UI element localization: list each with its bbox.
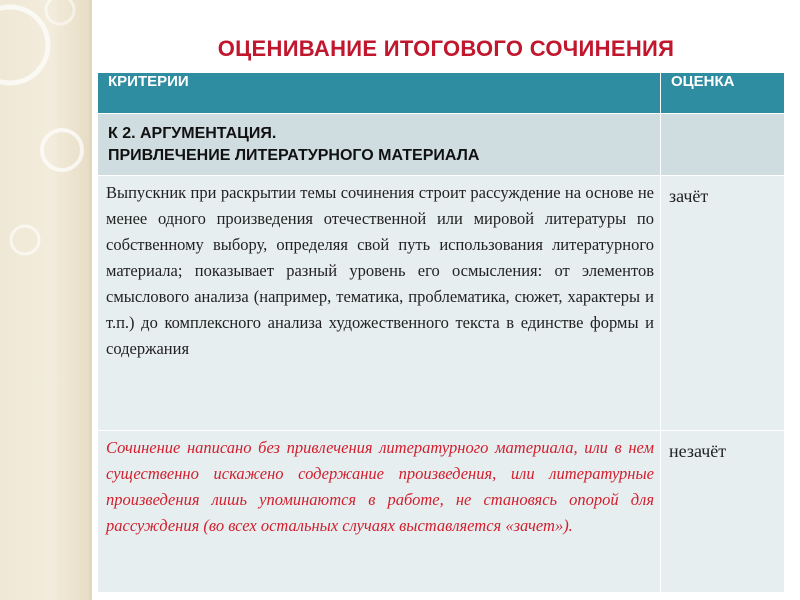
page-title: ОЦЕНИВАНИЕ ИТОГОВОГО СОЧИНЕНИЯ — [217, 36, 675, 61]
table-header-row — [98, 73, 785, 114]
grade-pass: зачёт — [669, 186, 709, 206]
criterion-description: Выпускник при раскрытии темы сочинения строит рассуждение на основе не менее одного произведения отечественной или мировой литературы по собственному выбору, определяя свой путь использования литературного материала; показывает разный уровень его осмысления: от элементов смыслового анализа (например, тематика, проблематика, сюжет, характеры и т.п.) до комплексного анализа художественного текста в единстве формы и содержания — [106, 183, 654, 358]
criterion-title — [98, 114, 660, 175]
failure-description: Сочинение написано без привлечения литературного материала, или в нем существенно искажено содержание произведения, или литературные произведения лишь упоминаются в работе, не становясь опорой для рассуждения (во всех остальных случаях выставляется «зачет»). — [106, 438, 654, 535]
table-row — [98, 176, 785, 431]
criterion-row — [98, 114, 785, 176]
grade-fail: незачёт — [669, 441, 727, 461]
header-grade: ОЦЕНКА — [661, 73, 785, 114]
decorative-side-panel — [0, 0, 92, 600]
table-row — [98, 431, 785, 593]
criterion-grade-cell — [661, 114, 785, 176]
decorative-circles — [0, 0, 92, 600]
criteria-table — [97, 72, 785, 593]
criterion-line: К 2. АРГУМЕНТАЦИЯ. — [108, 125, 277, 142]
header-criteria: КРИТЕРИИ — [98, 73, 661, 114]
criterion-line: ПРИВЛЕЧЕНИЕ ЛИТЕРАТУРНОГО МАТЕРИАЛА — [108, 147, 480, 164]
